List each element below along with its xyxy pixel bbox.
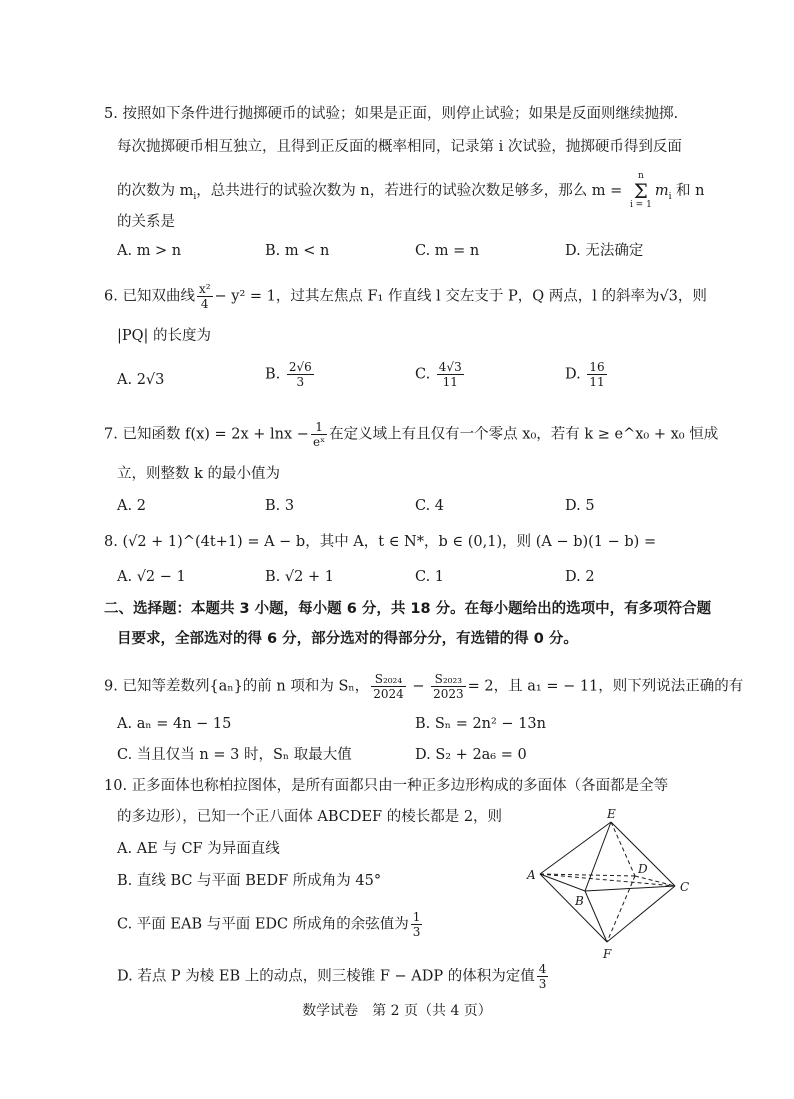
q9-minus: − [412,678,425,695]
label-c: C [680,880,690,894]
edge-ab [540,874,585,891]
q6-option-c [415,360,466,389]
q7-option-a: A. 2 [117,498,146,514]
q10-optC-num: 1 [412,910,421,924]
q6-optC-label: C. [415,366,431,383]
q7-option-d: D. 5 [565,498,595,514]
q9-f1-den: 2024 [373,687,404,701]
section2-line1: 二、选择题：本题共 3 小题，每小题 6 分，共 18 分。在每小题给出的选项中，有多项符合题 [104,601,712,617]
q9-pre: 9. 已知等差数列{aₙ}的前 n 项和为 Sₙ， [104,678,370,695]
q6-frac-num: x² [198,282,211,296]
edge-ea [540,822,611,874]
q10-line1: 10. 正多面体也称柏拉图体，是所有面都只由一种正多边形构成的多面体（各面都是全等 [104,778,669,794]
q6-optC-num: 4√3 [438,360,462,374]
q5-sum-bottom: i = 1 [629,200,652,210]
q5-line1: 5. 按照如下条件进行抛掷硬币的试验；如果是正面，则停止试验；如果是反面则继续抛掷. [104,106,679,122]
q9-option-a: A. aₙ = 4n − 15 [117,716,232,732]
q10-optD-num: 4 [538,962,547,976]
edge-ed [611,822,635,876]
q6-pre: 6. 已知双曲线 [104,288,195,305]
q6-fraction [197,282,213,311]
q6-post: − y² = 1，过其左焦点 F₁ 作直线 l 交左支于 P，Q 两点，l 的斜率为√3，则 [214,288,707,305]
q9-fraction-2 [431,672,466,701]
q6-line1 [104,282,707,311]
q9-line1 [104,672,743,701]
q7-frac-den: eˣ [312,435,326,449]
q9-option-c: C. 当且仅当 n = 3 时，Sₙ 取最大值 [117,747,352,763]
q5-line3a: 的次数为 m [117,183,194,199]
q8-option-b: B. √2 + 1 [265,569,334,585]
q7-option-c: C. 4 [415,498,445,514]
edge-af [540,874,607,942]
q10-optD-den: 3 [538,977,547,991]
q8-option-a: A. √2 − 1 [117,569,186,585]
q9-f1-num: S₂₀₂₄ [371,672,406,687]
q5-sum: n Σ i = 1 [629,171,652,210]
q8-option-c: C. 1 [415,569,445,585]
q10-option-d [117,962,550,991]
q10-option-b: B. 直线 BC 与平面 BEDF 所成角为 45° [117,873,382,889]
q5-line3d: 和 n [671,183,705,199]
q7-frac-num: 1 [311,420,327,435]
label-e: E [607,808,616,821]
q7-option-b: B. 3 [265,498,295,514]
q7-fraction [311,420,327,449]
q5-sum-top: n [637,171,644,181]
edge-ac [540,874,675,886]
q6-frac-den: 4 [200,297,209,311]
q6-optB-den: 3 [296,375,305,389]
q8-line: 8. (√2 + 1)^(4t+1) = A − b，其中 A，t ∈ N*，b ∈ (0,1)，则 (A − b)(1 − b) = [104,534,657,550]
q9-fraction-1 [371,672,406,701]
q10-optC-den: 3 [412,925,421,939]
q5-line3b: ，总共进行的试验次数为 n，若进行的试验次数足够多，那么 m = [196,183,623,199]
edge-cf [607,886,675,942]
q9-option-b: B. Sₙ = 2n² − 13n [415,716,546,732]
q6-optD-label: D. [565,366,581,383]
section2-line2: 目要求，全部选对的得 6 分，部分选对的得部分分，有选错的得 0 分。 [117,631,578,647]
q6-option-a: A. 2√3 [117,372,165,388]
q7-line2: 立，则整数 k 的最小值为 [117,466,281,482]
label-b: B [575,894,584,908]
q10-optD-pre: D. 若点 P 为棱 EB 上的动点，则三棱锥 F − ADP 的体积为定值 [117,968,535,985]
q5-line4: 的关系是 [117,214,175,230]
q5-line3c: m [654,183,669,199]
q9-f2-den: 2023 [433,687,464,701]
label-f: F [603,947,612,961]
q5-line3: 的次数为 $m_i$，总共进行的试验次数为 n，若进行的试验次数足够多，那么 m = n Σ $i = 1m_i$ 和 n [117,171,705,210]
q7-line1 [104,420,718,449]
edge-bf [585,891,607,942]
q6-line2: |PQ| 的长度为 [117,328,212,344]
q6-optD-num: 16 [589,360,605,374]
q7-post: 在定义域上有且仅有一个零点 x₀，若有 k ≥ e^x₀ + x₀ 恒成 [329,426,719,443]
q9-post: = 2，且 a₁ = − 11，则下列说法正确的有 [467,678,744,695]
label-a: A [527,868,536,882]
q5-option-a: A. m > n [117,243,182,259]
q5-option-c: C. m = n [415,243,480,259]
page-footer: 数学试卷 第 2 页（共 4 页） [302,1003,492,1019]
q6-optC-den: 11 [442,375,458,389]
q9-f2-num: S₂₀₂₃ [431,672,466,687]
edge-ec [611,822,675,886]
q5-option-b: B. m < n [265,243,330,259]
octahedron-figure [525,808,705,968]
edge-bc [585,886,675,891]
q8-option-d: D. 2 [565,569,595,585]
q10-line2: 的多边形），已知一个正八面体 ABCDEF 的棱长都是 2，则 [117,809,503,825]
edge-df [607,876,635,942]
q7-pre: 7. 已知函数 f(x) = 2x + lnx − [104,426,309,443]
q6-optB-num: 2√6 [288,360,312,374]
edge-eb [585,822,611,891]
q5-line2: 每次抛掷硬币相互独立，且得到正反面的概率相同，记录第 i 次试验，抛掷硬币得到反面 [117,139,682,155]
q9-option-d: D. S₂ + 2a₆ = 0 [415,747,527,763]
q6-option-b [265,360,316,389]
label-d: D [638,862,648,876]
q6-optB-label: B. [265,366,281,383]
q10-option-c [117,910,424,939]
q6-option-d [565,360,609,389]
q10-optC-pre: C. 平面 EAB 与平面 EDC 所成角的余弦值为 [117,916,409,933]
q6-optD-den: 11 [589,375,605,389]
q10-option-a: A. AE 与 CF 为异面直线 [117,841,280,857]
q5-option-d: D. 无法确定 [565,243,644,259]
